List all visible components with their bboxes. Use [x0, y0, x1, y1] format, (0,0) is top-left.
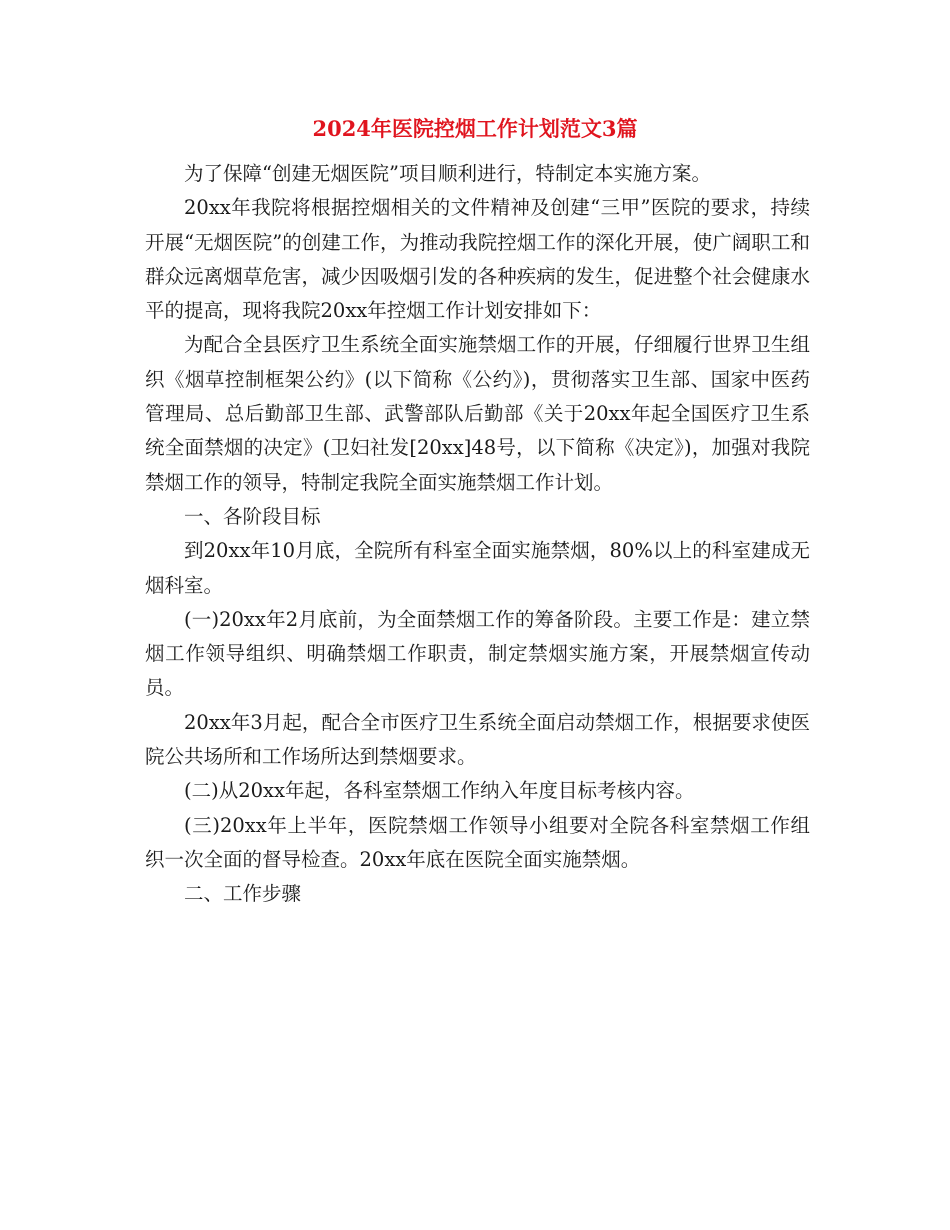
document-body: [145, 157, 810, 912]
paragraph-goal-stage-3: (三)20xx年上半年，医院禁烟工作领导小组要对全院各科室禁烟工作组织一次全面的督导检查。20xx年底在医院全面实施禁烟。: [145, 813, 810, 871]
paragraph-goal-stage-1: (一)20xx年2月底前，为全面禁烟工作的筹备阶段。主要工作是：建立禁烟工作领导组织、明确禁烟工作职责，制定禁烟实施方案，开展禁烟宣传动员。: [145, 607, 810, 700]
section-heading-goals: 一、各阶段目标: [184, 504, 321, 528]
paragraph-plan-overview: 20xx年我院将根据控烟相关的文件精神及创建“三甲”医院的要求，持续开展“无烟医院”的创建工作，为推动我院控烟工作的深化开展，使广阔职工和群众远离烟草危害，减少因吸烟引发的各种疾病的发生，促进整个社会健康水平的提高，现将我院20xx年控烟工作计划安排如下：: [145, 196, 810, 323]
paragraph-goal-march: 20xx年3月起，配合全市医疗卫生系统全面启动禁烟工作，根据要求使医院公共场所和工作场所达到禁烟要求。: [145, 710, 810, 769]
paragraph-purpose: 为配合全县医疗卫生系统全面实施禁烟工作的开展，仔细履行世界卫生组织《烟草控制框架公约》(以下简称《公约》)，贯彻落实卫生部、国家中医药管理局、总后勤部卫生部、武警部队后勤部《关于20xx年起全国医疗卫生系统全面禁烟的决定》(卫妇社发[20xx]48号，以下简称《决定》)，加强对我院禁烟工作的领导，特制定我院全面实施禁烟工作计划。: [145, 333, 810, 494]
paragraph-goal-target: 到20xx年10月底，全院所有科室全面实施禁烟，80%以上的科室建成无烟科室。: [145, 539, 810, 597]
section-heading-steps: 二、工作步骤: [184, 882, 302, 906]
paragraph-goal-stage-2: (二)从20xx年起，各科室禁烟工作纳入年度目标考核内容。: [184, 779, 695, 803]
paragraph-intro: 为了保障“创建无烟医院”项目顺利进行，特制定本实施方案。: [184, 162, 711, 185]
document-title: 2024年医院控烟工作计划范文3篇: [312, 116, 638, 141]
